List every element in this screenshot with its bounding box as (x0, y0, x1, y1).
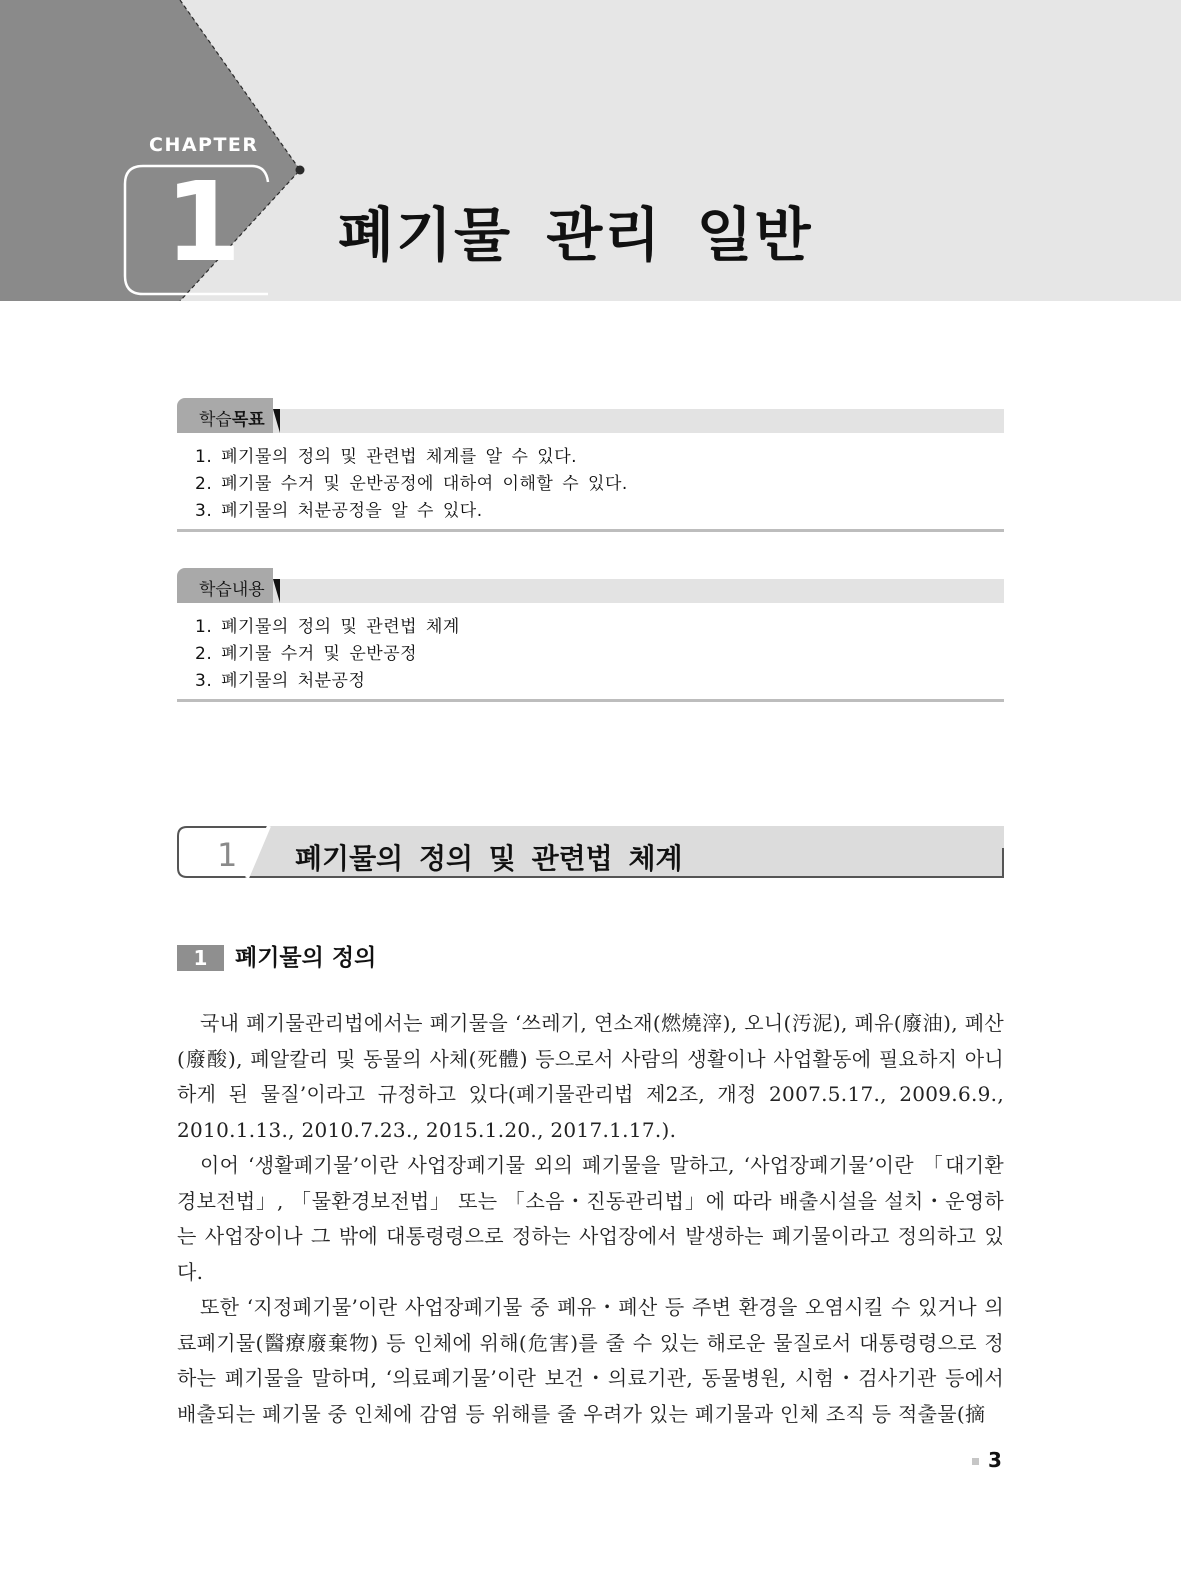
section-heading (177, 826, 1004, 880)
objectives-box (177, 398, 1004, 540)
list-item: 2. 폐기물 수거 및 운반공정 (195, 644, 418, 664)
objectives-header (177, 398, 1004, 430)
section-title: 폐기물의 정의 및 관련법 체계 (295, 842, 683, 875)
chapter-banner (0, 0, 1181, 301)
paragraph: 국내 폐기물관리법에서는 폐기물을 ‘쓰레기, 연소재(燃燒滓), 오니(汚泥), 폐유(廢油), 폐산(廢酸), 폐알칼리 및 동물의 사체(死體) 등으로서 사람의 생활이나 사업활동에 필요하지 아니하게 된 물질’이라고 규정하고 있다(폐기물관리법 제2조, 개정 2007.5.17., 2009.6.9., 2010.1.13., 2010.7.23., 2015.1.20., 2017.1.17.). (177, 1011, 1004, 1142)
page-marker-icon (972, 1458, 979, 1465)
objectives-rule (177, 529, 1004, 532)
chapter-title: 폐기물 관리 일반 (338, 201, 813, 269)
contents-label: 학습내용 (199, 580, 265, 600)
tab-slash-icon (273, 409, 280, 433)
list-item: 3. 폐기물의 처분공정을 알 수 있다. (195, 501, 483, 521)
body-text (177, 1006, 1004, 1432)
objectives-list (195, 444, 628, 525)
list-item: 1. 폐기물의 정의 및 관련법 체계를 알 수 있다. (195, 447, 578, 467)
list-item: 3. 폐기물의 처분공정 (195, 671, 366, 691)
subsection-title: 폐기물의 정의 (235, 945, 377, 971)
objectives-bar (177, 409, 1004, 433)
tab-slash-icon (273, 579, 280, 603)
contents-tab (177, 568, 273, 603)
contents-list (195, 614, 460, 695)
list-item: 1. 폐기물의 정의 및 관련법 체계 (195, 617, 460, 637)
list-item: 2. 폐기물 수거 및 운반공정에 대하여 이해할 수 있다. (195, 474, 628, 494)
objectives-tab (177, 398, 273, 433)
paragraph: 이어 ‘생활폐기물’이란 사업장폐기물 외의 폐기물을 말하고, ‘사업장폐기물’이란 「대기환경보전법」, 「물환경보전법」 또는 「소음・진동관리법」에 따라 배출시설을 설치・운영하는 사업장이나 그 밖에 대통령령으로 정하는 사업장에서 발생하는 폐기물이라고 정의하고 있다. (177, 1153, 1004, 1284)
page-number: 3 (988, 1448, 1002, 1472)
chapter-label: CHAPTER (149, 134, 259, 156)
contents-rule (177, 699, 1004, 702)
contents-box (177, 568, 1004, 710)
contents-header (177, 568, 1004, 600)
section-number: 1 (217, 836, 238, 874)
contents-bar (177, 579, 1004, 603)
subsection-number: 1 (177, 945, 224, 971)
chapter-number: 1 (164, 158, 242, 286)
objectives-label: 학습목표 (199, 410, 265, 430)
paragraph: 또한 ‘지정폐기물’이란 사업장폐기물 중 폐유・폐산 등 주변 환경을 오염시킬 수 있거나 의료폐기물(醫療廢棄物) 등 인체에 위해(危害)를 줄 수 있는 해로운 물질로서 대통령령으로 정하는 폐기물을 말하며, ‘의료폐기물’이란 보건・의료기관, 동물병원, 시험・검사기관 등에서 배출되는 폐기물 중 인체에 감염 등 위해를 줄 우려가 있는 폐기물과 인체 조직 등 적출물(摘 (177, 1295, 1004, 1426)
